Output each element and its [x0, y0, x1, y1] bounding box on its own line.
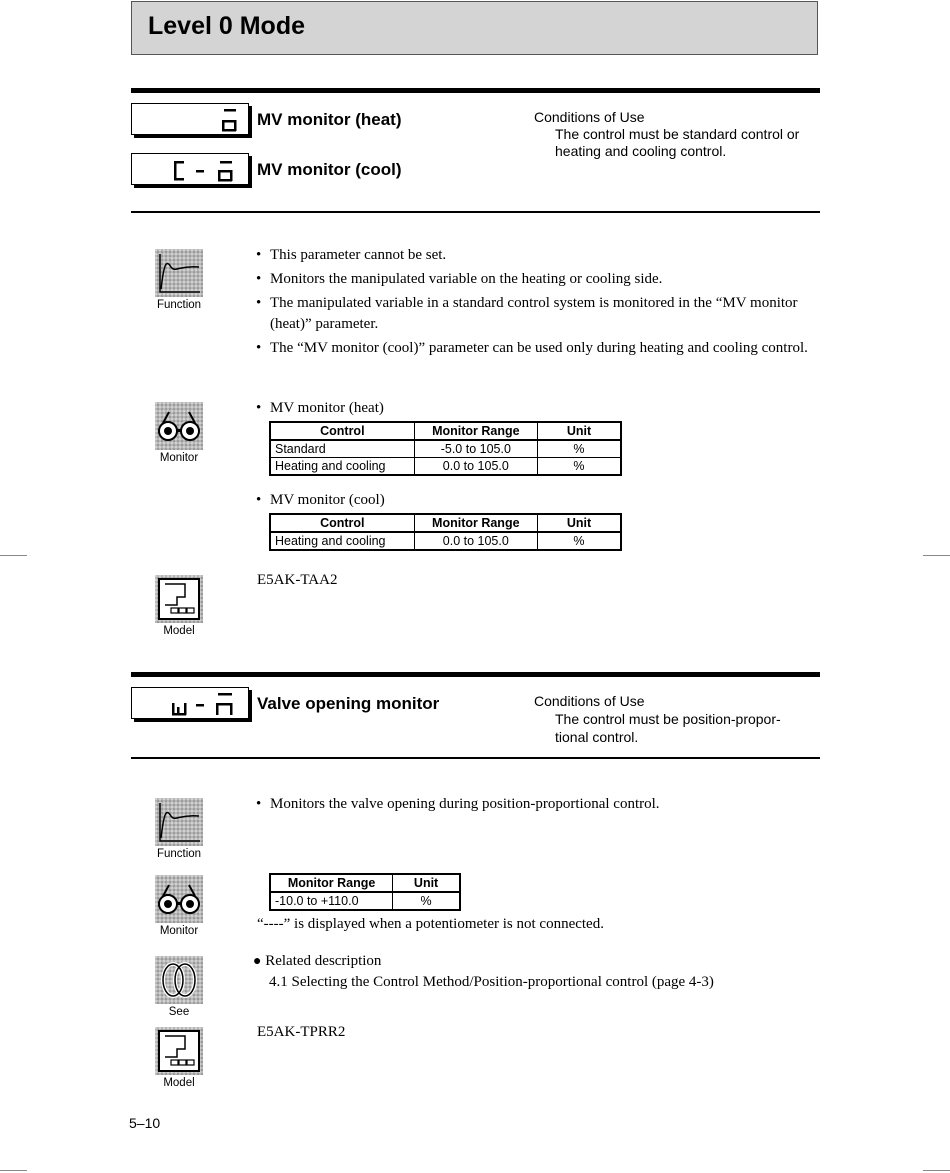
seg-c-o-icon [170, 157, 240, 183]
table-cell: Standard [270, 440, 414, 458]
table-row [270, 892, 460, 910]
section2-top-rule [131, 672, 820, 677]
display-v-m [131, 687, 249, 719]
param-mv-heat: MV monitor (heat) [257, 110, 402, 129]
col-header: Monitor Range [414, 514, 537, 532]
potentiometer-note: “----” is displayed when a potentiometer is not connected. [257, 916, 604, 932]
function-label: Function [156, 848, 202, 860]
col-header: Unit [537, 422, 621, 440]
crop-mark [923, 555, 950, 556]
conditions-line: The control must be position-propor- [555, 711, 781, 727]
monitor-label: Monitor [159, 925, 199, 937]
table-row [270, 458, 621, 476]
list-item: • The manipulated variable in a standard control system is monitored in the “MV monitor (heat)” parameter. [256, 293, 816, 335]
table-cell: % [393, 892, 460, 910]
table-row [270, 440, 621, 458]
table-cell: % [537, 458, 621, 476]
table-cell: Heating and cooling [270, 532, 414, 550]
table-cell: 0.0 to 105.0 [414, 532, 537, 550]
section2-bottom-rule [131, 757, 820, 759]
table-header-row [270, 422, 621, 440]
table-cell: -10.0 to +110.0 [270, 892, 393, 910]
col-header: Control [270, 514, 414, 532]
see-icon [155, 956, 203, 1004]
table-cell: % [537, 532, 621, 550]
model-label: Model [163, 625, 195, 637]
related-bullet-icon: ● [253, 954, 262, 969]
function-icon [155, 798, 203, 846]
heat-caption-list [256, 398, 556, 422]
crop-mark [0, 1170, 27, 1171]
cool-caption: • MV monitor (cool) [256, 490, 556, 511]
function-icon [155, 249, 203, 297]
monitor-icon [155, 875, 203, 923]
valve-table [269, 873, 461, 911]
display-c-o [131, 153, 249, 185]
monitor-label: Monitor [159, 452, 199, 464]
model-label: Model [163, 1077, 195, 1089]
model-value: E5AK-TAA2 [257, 572, 338, 588]
conditions-line: tional control. [555, 729, 639, 745]
model-value: E5AK-TPRR2 [257, 1024, 346, 1040]
param-mv-cool: MV monitor (cool) [257, 160, 402, 179]
col-header: Unit [537, 514, 621, 532]
mv-cool-table [269, 513, 622, 551]
crop-mark [923, 1170, 950, 1171]
function-bullets [256, 245, 816, 362]
related-link[interactable]: 4.1 Selecting the Control Method/Position-proportional control (page 4-3) [269, 974, 714, 990]
conditions-line: heating and cooling control. [555, 143, 727, 159]
param-valve-opening: Valve opening monitor [257, 694, 440, 713]
seg-o-icon [220, 107, 240, 133]
related-heading-text: Related description [265, 953, 382, 969]
list-item: • Monitors the manipulated variable on the heating or cooling side. [256, 269, 816, 290]
section1-top-rule [131, 88, 820, 93]
related-heading [253, 951, 381, 972]
conditions-heading: Conditions of Use [534, 109, 645, 125]
page-number: 5–10 [129, 1115, 161, 1131]
seg-v-m-icon [170, 691, 240, 717]
col-header: Monitor Range [414, 422, 537, 440]
page-title: Level 0 Mode [148, 12, 305, 40]
table-cell: 0.0 to 105.0 [414, 458, 537, 476]
list-item: • Monitors the valve opening during position-proportional control. [256, 794, 816, 815]
list-item: • The “MV monitor (cool)” parameter can be used only during heating and cooling control. [256, 338, 816, 359]
conditions-line: The control must be standard control or [555, 126, 800, 142]
model-icon [155, 575, 203, 623]
crop-mark [0, 555, 27, 556]
mv-heat-table [269, 421, 622, 476]
table-row [270, 532, 621, 550]
monitor-icon [155, 402, 203, 450]
table-cell: % [537, 440, 621, 458]
function-label: Function [156, 299, 202, 311]
col-header: Control [270, 422, 414, 440]
list-item: • This parameter cannot be set. [256, 245, 816, 266]
conditions-heading: Conditions of Use [534, 693, 645, 709]
cool-caption-list [256, 490, 556, 514]
table-cell: -5.0 to 105.0 [414, 440, 537, 458]
see-label: See [168, 1006, 190, 1018]
table-cell: Heating and cooling [270, 458, 414, 476]
function-bullets [256, 794, 816, 818]
model-icon [155, 1027, 203, 1075]
col-header: Unit [393, 874, 460, 892]
section1-bottom-rule [131, 211, 820, 213]
table-header-row [270, 874, 460, 892]
heat-caption: • MV monitor (heat) [256, 398, 556, 419]
display-o [131, 103, 249, 135]
table-header-row [270, 514, 621, 532]
col-header: Monitor Range [270, 874, 393, 892]
